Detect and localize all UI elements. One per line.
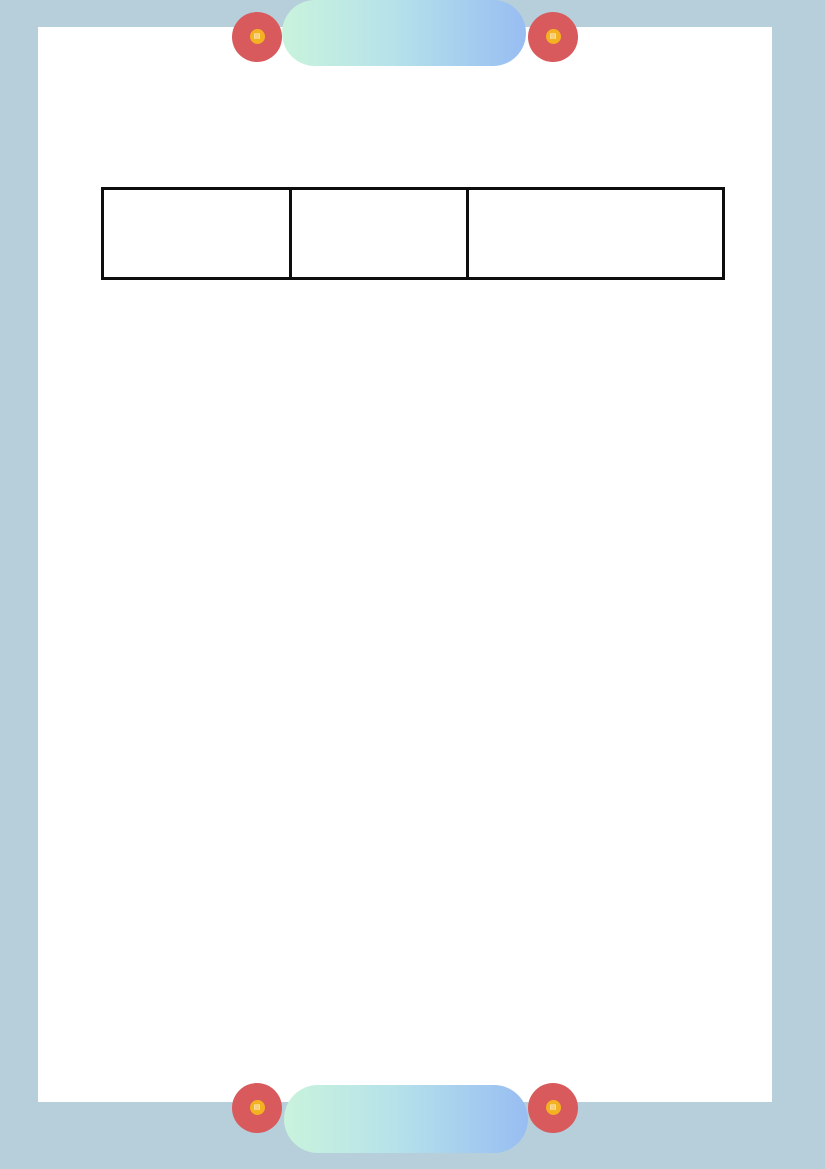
site-logo-badge[interactable] [528, 1083, 578, 1133]
book-icon: ▤ [250, 1100, 265, 1115]
site-logo-badge[interactable] [528, 12, 578, 62]
header-related-verb [103, 189, 291, 279]
book-icon: ▤ [546, 1100, 561, 1115]
site-brand-banner-footer[interactable] [284, 1085, 528, 1153]
exercise-table [101, 187, 725, 280]
book-icon: ▤ [546, 29, 561, 44]
header-sentence [468, 189, 724, 279]
book-icon: ▤ [250, 29, 265, 44]
site-logo-badge[interactable] [232, 1083, 282, 1133]
table-header-row [103, 189, 724, 279]
site-brand-banner[interactable] [282, 0, 526, 66]
header-morph-form [291, 189, 468, 279]
site-logo-badge[interactable] [232, 12, 282, 62]
